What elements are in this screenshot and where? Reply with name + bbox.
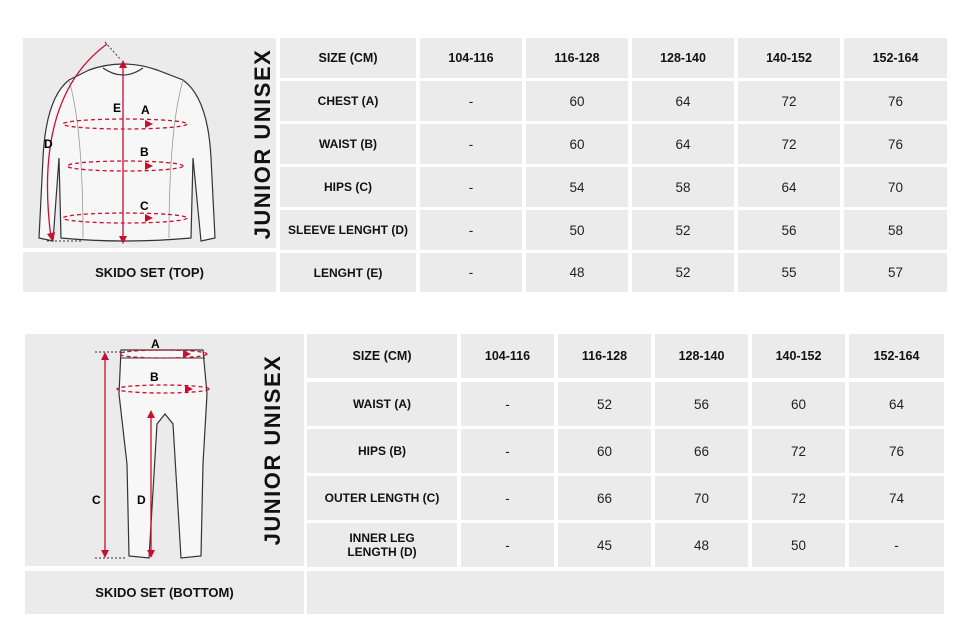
top-title: SKIDO SET (TOP) [23, 252, 276, 292]
top-header-col3: 128-140 [632, 38, 734, 78]
bottom-row-label: OUTER LENGTH (C) [307, 476, 457, 520]
bottom-header-size: SIZE (CM) [307, 334, 457, 378]
top-header-col5: 152-164 [844, 38, 947, 78]
top-cell: - [420, 81, 522, 121]
top-header-size: SIZE (CM) [280, 38, 416, 78]
bottom-cell: 66 [655, 429, 748, 473]
top-row-label: CHEST (A) [280, 81, 416, 121]
shirt-outline [39, 64, 215, 241]
diagram-label-a: A [151, 337, 160, 351]
bottom-cell: 72 [752, 476, 845, 520]
diagram-label-b: B [140, 145, 149, 159]
bottom-cell: - [461, 476, 554, 520]
top-row-label: SLEEVE LENGHT (D) [280, 210, 416, 250]
bottom-vertical-label: JUNIOR UNISEX [260, 354, 285, 546]
top-cell: 72 [738, 81, 840, 121]
bottom-cell: 48 [655, 523, 748, 567]
top-row-label: HIPS (C) [280, 167, 416, 207]
diagram-label-c: C [140, 199, 149, 213]
diagram-label-d: D [44, 137, 53, 151]
bottom-cell: - [461, 429, 554, 473]
top-cell: 70 [844, 167, 947, 207]
bottom-cell: 60 [558, 429, 651, 473]
bottom-row-label: WAIST (A) [307, 382, 457, 426]
bottom-row-label: INNER LEG LENGTH (D) [307, 523, 457, 567]
bottom-header-col3: 128-140 [655, 334, 748, 378]
diagram-label-b: B [150, 370, 159, 384]
diagram-label-e: E [113, 101, 122, 115]
top-cell: 48 [526, 253, 628, 292]
top-cell: 72 [738, 124, 840, 164]
bottom-cell: 70 [655, 476, 748, 520]
top-header-col1: 104-116 [420, 38, 522, 78]
top-vertical-label: JUNIOR UNISEX [250, 48, 275, 240]
top-cell: - [420, 124, 522, 164]
pants-outline [119, 350, 207, 558]
top-cell: 58 [632, 167, 734, 207]
top-cell: 76 [844, 81, 947, 121]
top-cell: 76 [844, 124, 947, 164]
bottom-cell: 45 [558, 523, 651, 567]
bottom-cell: 60 [752, 382, 845, 426]
bottom-header-col4: 140-152 [752, 334, 845, 378]
diagram-label-d: D [137, 493, 146, 507]
top-cell: - [420, 210, 522, 250]
bottom-header-col5: 152-164 [849, 334, 944, 378]
bottom-cell: 76 [849, 429, 944, 473]
top-cell: 52 [632, 253, 734, 292]
bottom-row-label: HIPS (B) [307, 429, 457, 473]
bottom-cell: - [461, 523, 554, 567]
top-diagram-cell [23, 38, 276, 248]
diagram-label-c: C [92, 493, 101, 507]
top-cell: 64 [632, 124, 734, 164]
top-cell: 60 [526, 124, 628, 164]
bottom-cell: 66 [558, 476, 651, 520]
bottom-cell: 64 [849, 382, 944, 426]
top-cell: 64 [632, 81, 734, 121]
top-cell: 58 [844, 210, 947, 250]
top-cell: 50 [526, 210, 628, 250]
bottom-cell: 72 [752, 429, 845, 473]
top-cell: 56 [738, 210, 840, 250]
bottom-footer-empty [307, 571, 944, 614]
top-cell: 52 [632, 210, 734, 250]
top-row-label: LENGHT (E) [280, 253, 416, 292]
top-cell: 64 [738, 167, 840, 207]
shirt-diagram [23, 38, 276, 248]
top-cell: - [420, 167, 522, 207]
top-cell: - [420, 253, 522, 292]
bottom-cell: - [461, 382, 554, 426]
top-row-label: WAIST (B) [280, 124, 416, 164]
bottom-cell: - [849, 523, 944, 567]
bottom-title: SKIDO SET (BOTTOM) [25, 571, 304, 614]
top-header-col4: 140-152 [738, 38, 840, 78]
bottom-header-col1: 104-116 [461, 334, 554, 378]
diagram-label-a: A [141, 103, 150, 117]
top-cell: 55 [738, 253, 840, 292]
top-header-col2: 116-128 [526, 38, 628, 78]
bottom-cell: 74 [849, 476, 944, 520]
top-cell: 54 [526, 167, 628, 207]
top-cell: 60 [526, 81, 628, 121]
bottom-cell: 52 [558, 382, 651, 426]
bottom-cell: 56 [655, 382, 748, 426]
bottom-diagram-cell [25, 334, 304, 566]
top-cell: 57 [844, 253, 947, 292]
bottom-header-col2: 116-128 [558, 334, 651, 378]
bottom-cell: 50 [752, 523, 845, 567]
